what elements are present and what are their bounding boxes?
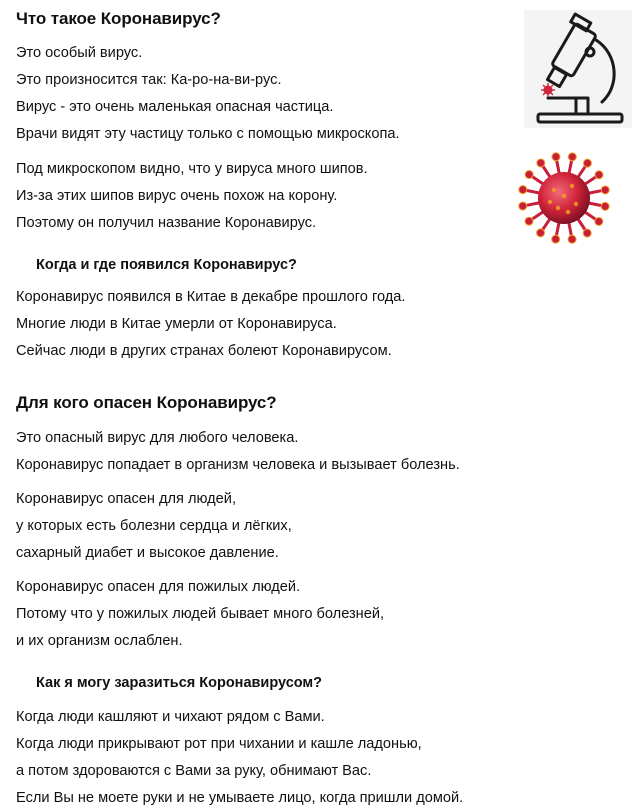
text-line: Многие люди в Китае умерли от Коронавируса. — [16, 316, 337, 332]
heading-when-where: Когда и где появился Коронавирус? — [36, 257, 297, 273]
text-line: Коронавирус опасен для людей, — [16, 491, 236, 507]
virus-spike-tip — [568, 153, 576, 161]
text-line: Коронавирус опасен для пожилых людей. — [16, 579, 301, 595]
virus-spike-tip — [552, 235, 560, 243]
text-line: сахарный диабет и высокое давление. — [16, 545, 279, 561]
virus-spike-tip — [552, 153, 560, 161]
virus-surface-dot — [556, 206, 560, 210]
virus-spike-tip — [525, 171, 533, 179]
virus-spike-tip — [601, 186, 609, 194]
text-line: Это произносится так: Ка-ро-на-ви-рус. — [16, 72, 282, 88]
text-line: Когда люди кашляют и чихают рядом с Вами. — [16, 709, 325, 725]
virus-spike-tip — [583, 229, 591, 237]
virus-surface-dot — [574, 202, 578, 206]
text-line: Под микроскопом видно, что у вируса много шипов. — [16, 161, 368, 177]
text-line: Потому что у пожилых людей бывает много болезней, — [16, 606, 385, 622]
heading-what-is-coronavirus: Что такое Коронавирус? — [16, 9, 221, 28]
virus-spike-tip — [525, 217, 533, 225]
virus-spike-tip — [568, 235, 576, 243]
text-line: Поэтому он получил название Коронавирус. — [16, 215, 317, 231]
text-line: Сейчас люди в других странах болеют Коронавирусом. — [16, 343, 392, 359]
virus-surface-dot — [562, 194, 566, 198]
text-line: Если Вы не моете руки и не умываете лицо, когда пришли домой. — [16, 790, 464, 806]
virus-spike-tip — [537, 229, 545, 237]
coronavirus-icon — [512, 148, 616, 248]
heading-how-infected: Как я могу заразиться Коронавирусом? — [36, 675, 323, 691]
text-line: Коронавирус попадает в организм человека и вызывает болезнь. — [16, 457, 460, 473]
virus-surface-dot — [566, 210, 570, 214]
text-line: Коронавирус появился в Китае в декабре прошлого года. — [16, 289, 406, 305]
text-line: Когда люди прикрывают рот при чихании и кашле ладонью, — [16, 736, 422, 752]
virus-spike-tip — [601, 202, 609, 210]
text-line: у которых есть болезни сердца и лёгких, — [16, 518, 292, 534]
microscope-icon — [524, 10, 632, 128]
text-line: и их организм ослаблен. — [16, 633, 183, 649]
text-line: Это опасный вирус для любого человека. — [16, 430, 299, 446]
virus-spike-tip — [519, 186, 527, 194]
text-line: Врачи видят эту частицу только с помощью микроскопа. — [16, 126, 400, 142]
virus-surface-dot — [548, 200, 552, 204]
text-line: Вирус - это очень маленькая опасная частица. — [16, 99, 334, 115]
virus-spike-tip — [595, 171, 603, 179]
virus-spike-tip — [583, 159, 591, 167]
virus-spike-tip — [595, 217, 603, 225]
text-line: Из-за этих шипов вирус очень похож на корону. — [16, 188, 338, 204]
text-line: а потом здороваются с Вами за руку, обнимают Вас. — [16, 763, 372, 779]
virus-surface-dot — [570, 184, 574, 188]
text-line: Это особый вирус. — [16, 45, 143, 61]
virus-surface-dot — [552, 188, 556, 192]
heading-who-at-risk: Для кого опасен Коронавирус? — [16, 393, 277, 412]
virus-spike-tip — [537, 159, 545, 167]
virus-spike-tip — [519, 202, 527, 210]
